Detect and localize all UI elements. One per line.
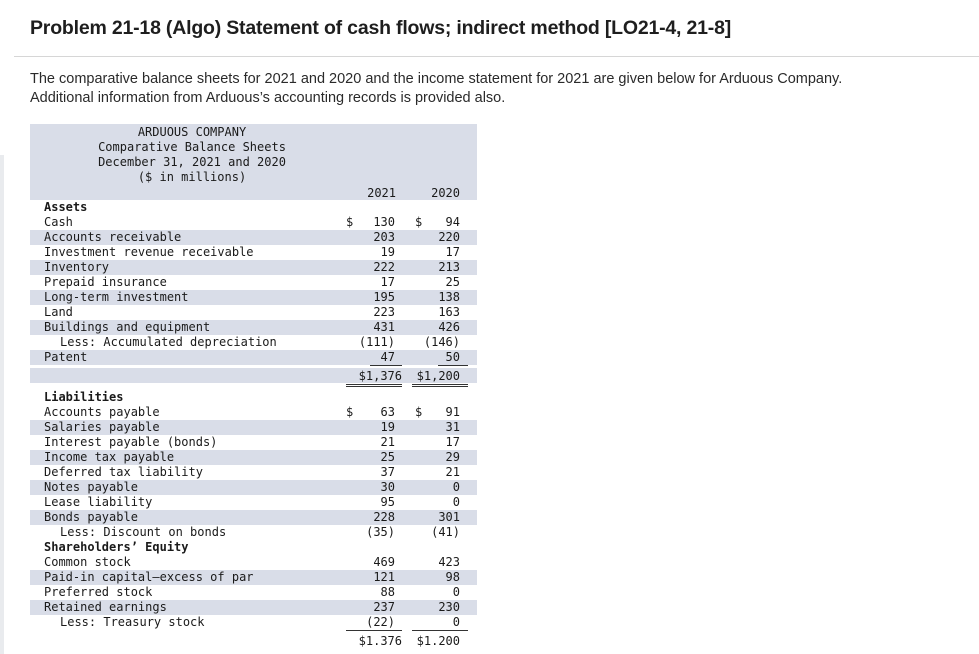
column-header-2021: 2021 bbox=[367, 186, 396, 200]
equity-row-2020: 230 bbox=[438, 600, 460, 614]
equity-row-2020: 423 bbox=[438, 555, 460, 569]
liabilities-row-2021: 228 bbox=[373, 510, 395, 524]
liabilities-row-2020: 31 bbox=[445, 420, 460, 434]
assets-row-label: Prepaid insurance bbox=[44, 275, 167, 289]
equity-row-2021: 469 bbox=[373, 555, 395, 569]
assets-row-2021: 17 bbox=[380, 275, 395, 289]
assets-row-2021: 19 bbox=[380, 245, 395, 259]
total-underline bbox=[412, 384, 468, 385]
equity-row-2020: 0 bbox=[452, 615, 460, 629]
equity-row-2021: 88 bbox=[380, 585, 395, 599]
liabilities-heading: Liabilities bbox=[44, 390, 124, 404]
liabilities-row-2020: 0 bbox=[452, 480, 460, 494]
liabilities-row-2021: 37 bbox=[380, 465, 395, 479]
assets-row-label: Long-term investment bbox=[44, 290, 189, 304]
total-underline bbox=[370, 365, 402, 366]
assets-row-2021: 203 bbox=[373, 230, 395, 244]
equity-row-label: Paid-in capital—excess of par bbox=[44, 570, 254, 584]
assets-row-label: Land bbox=[44, 305, 73, 319]
equity-heading: Shareholders’ Equity bbox=[44, 540, 189, 554]
assets-row-label: Buildings and equipment bbox=[44, 320, 211, 334]
assets-row-2021: 431 bbox=[373, 320, 395, 334]
assets-row-2020: 163 bbox=[438, 305, 460, 319]
assets-row-2021: 195 bbox=[373, 290, 395, 304]
assets-total-2021: $1,376 bbox=[358, 369, 402, 383]
liabilities-row-2021: 21 bbox=[380, 435, 395, 449]
liabilities-row-2020: 21 bbox=[445, 465, 460, 479]
liabilities-row-label: Accounts payable bbox=[44, 405, 160, 419]
liabilities-row-2021: 25 bbox=[380, 450, 395, 464]
liab-equity-total-2021: $1.376 bbox=[358, 634, 402, 648]
title-divider bbox=[14, 56, 979, 57]
liabilities-row-2021: 63 bbox=[380, 405, 395, 419]
liabilities-row-label: Less: Discount on bonds bbox=[60, 525, 227, 539]
assets-row-2020: 94 bbox=[445, 215, 460, 229]
assets-row-2020: 25 bbox=[445, 275, 460, 289]
assets-row-2020: (146) bbox=[423, 335, 460, 349]
liabilities-row-2020: 91 bbox=[445, 405, 460, 419]
liabilities-row-label: Salaries payable bbox=[44, 420, 160, 434]
problem-title: Problem 21-18 (Algo) Statement of cash flows; indirect method [LO21-4, 21-8] bbox=[30, 17, 732, 39]
liabilities-row-label: Notes payable bbox=[44, 480, 138, 494]
liabilities-row-2021: (35) bbox=[366, 525, 395, 539]
liab-equity-total-2020: $1.200 bbox=[416, 634, 460, 648]
dollar-sign-2021: $ bbox=[346, 215, 354, 229]
dollar-sign-2021: $ bbox=[346, 405, 354, 419]
total-underline bbox=[346, 630, 402, 631]
total-underline bbox=[346, 384, 402, 385]
statement-date: December 31, 2021 and 2020 bbox=[98, 155, 286, 169]
equity-row-2021: (22) bbox=[366, 615, 395, 629]
assets-row-label: Patent bbox=[44, 350, 88, 364]
liabilities-row-label: Lease liability bbox=[44, 495, 153, 509]
assets-row-2021: (111) bbox=[358, 335, 395, 349]
statement-units: ($ in millions) bbox=[137, 170, 247, 184]
intro-paragraph bbox=[30, 70, 950, 108]
statement-name: Comparative Balance Sheets bbox=[98, 140, 286, 154]
liabilities-row-2021: 95 bbox=[380, 495, 395, 509]
assets-row-label: Less: Accumulated depreciation bbox=[60, 335, 277, 349]
equity-row-label: Preferred stock bbox=[44, 585, 153, 599]
assets-row-2020: 213 bbox=[438, 260, 460, 274]
assets-row-2020: 50 bbox=[445, 350, 460, 364]
equity-row-label: Retained earnings bbox=[44, 600, 167, 614]
liabilities-row-2020: 17 bbox=[445, 435, 460, 449]
assets-row-2020: 220 bbox=[438, 230, 460, 244]
assets-row-2021: 222 bbox=[373, 260, 395, 274]
assets-total-2020: $1,200 bbox=[416, 369, 460, 383]
intro-line-2: Additional information from Arduous’s accounting records is provided also. bbox=[30, 90, 506, 106]
liabilities-row-2021: 19 bbox=[380, 420, 395, 434]
liabilities-row-label: Income tax payable bbox=[44, 450, 175, 464]
liabilities-row-2020: 0 bbox=[452, 495, 460, 509]
column-header-2020: 2020 bbox=[431, 186, 460, 200]
equity-row-2020: 0 bbox=[452, 585, 460, 599]
assets-row-2021: 130 bbox=[373, 215, 395, 229]
assets-row-label: Inventory bbox=[44, 260, 110, 274]
total-underline bbox=[412, 386, 468, 387]
liabilities-row-2020: 301 bbox=[438, 510, 460, 524]
equity-row-2021: 121 bbox=[373, 570, 395, 584]
total-underline bbox=[412, 630, 468, 631]
intro-line-1: The comparative balance sheets for 2021 and 2020 and the income statement for 2021 are given below for Arduous Company. bbox=[30, 71, 843, 87]
sheet-header bbox=[30, 124, 477, 200]
total-underline bbox=[346, 386, 402, 387]
company-name: ARDUOUS COMPANY bbox=[137, 125, 247, 139]
equity-row-label: Common stock bbox=[44, 555, 131, 569]
liabilities-row-label: Deferred tax liability bbox=[44, 465, 203, 479]
assets-row-2020: 426 bbox=[438, 320, 460, 334]
liabilities-row-2020: 29 bbox=[445, 450, 460, 464]
equity-row-2020: 98 bbox=[445, 570, 460, 584]
balance-sheet-table bbox=[30, 124, 477, 654]
assets-row-label: Investment revenue receivable bbox=[44, 245, 254, 259]
assets-row-label: Accounts receivable bbox=[44, 230, 182, 244]
equity-row-label: Less: Treasury stock bbox=[60, 615, 205, 629]
assets-row-2021: 47 bbox=[380, 350, 395, 364]
liabilities-row-label: Interest payable (bonds) bbox=[44, 435, 218, 449]
equity-row-2021: 237 bbox=[373, 600, 395, 614]
liabilities-row-2020: (41) bbox=[431, 525, 460, 539]
assets-row-2020: 17 bbox=[445, 245, 460, 259]
dollar-sign-2020: $ bbox=[415, 405, 423, 419]
liabilities-row-2021: 30 bbox=[380, 480, 395, 494]
assets-row-2020: 138 bbox=[438, 290, 460, 304]
assets-row-2021: 223 bbox=[373, 305, 395, 319]
assets-row-label: Cash bbox=[44, 215, 73, 229]
total-underline bbox=[438, 365, 468, 366]
liabilities-row-label: Bonds payable bbox=[44, 510, 138, 524]
left-edge-strip bbox=[0, 155, 4, 654]
assets-heading: Assets bbox=[44, 200, 88, 214]
dollar-sign-2020: $ bbox=[415, 215, 423, 229]
